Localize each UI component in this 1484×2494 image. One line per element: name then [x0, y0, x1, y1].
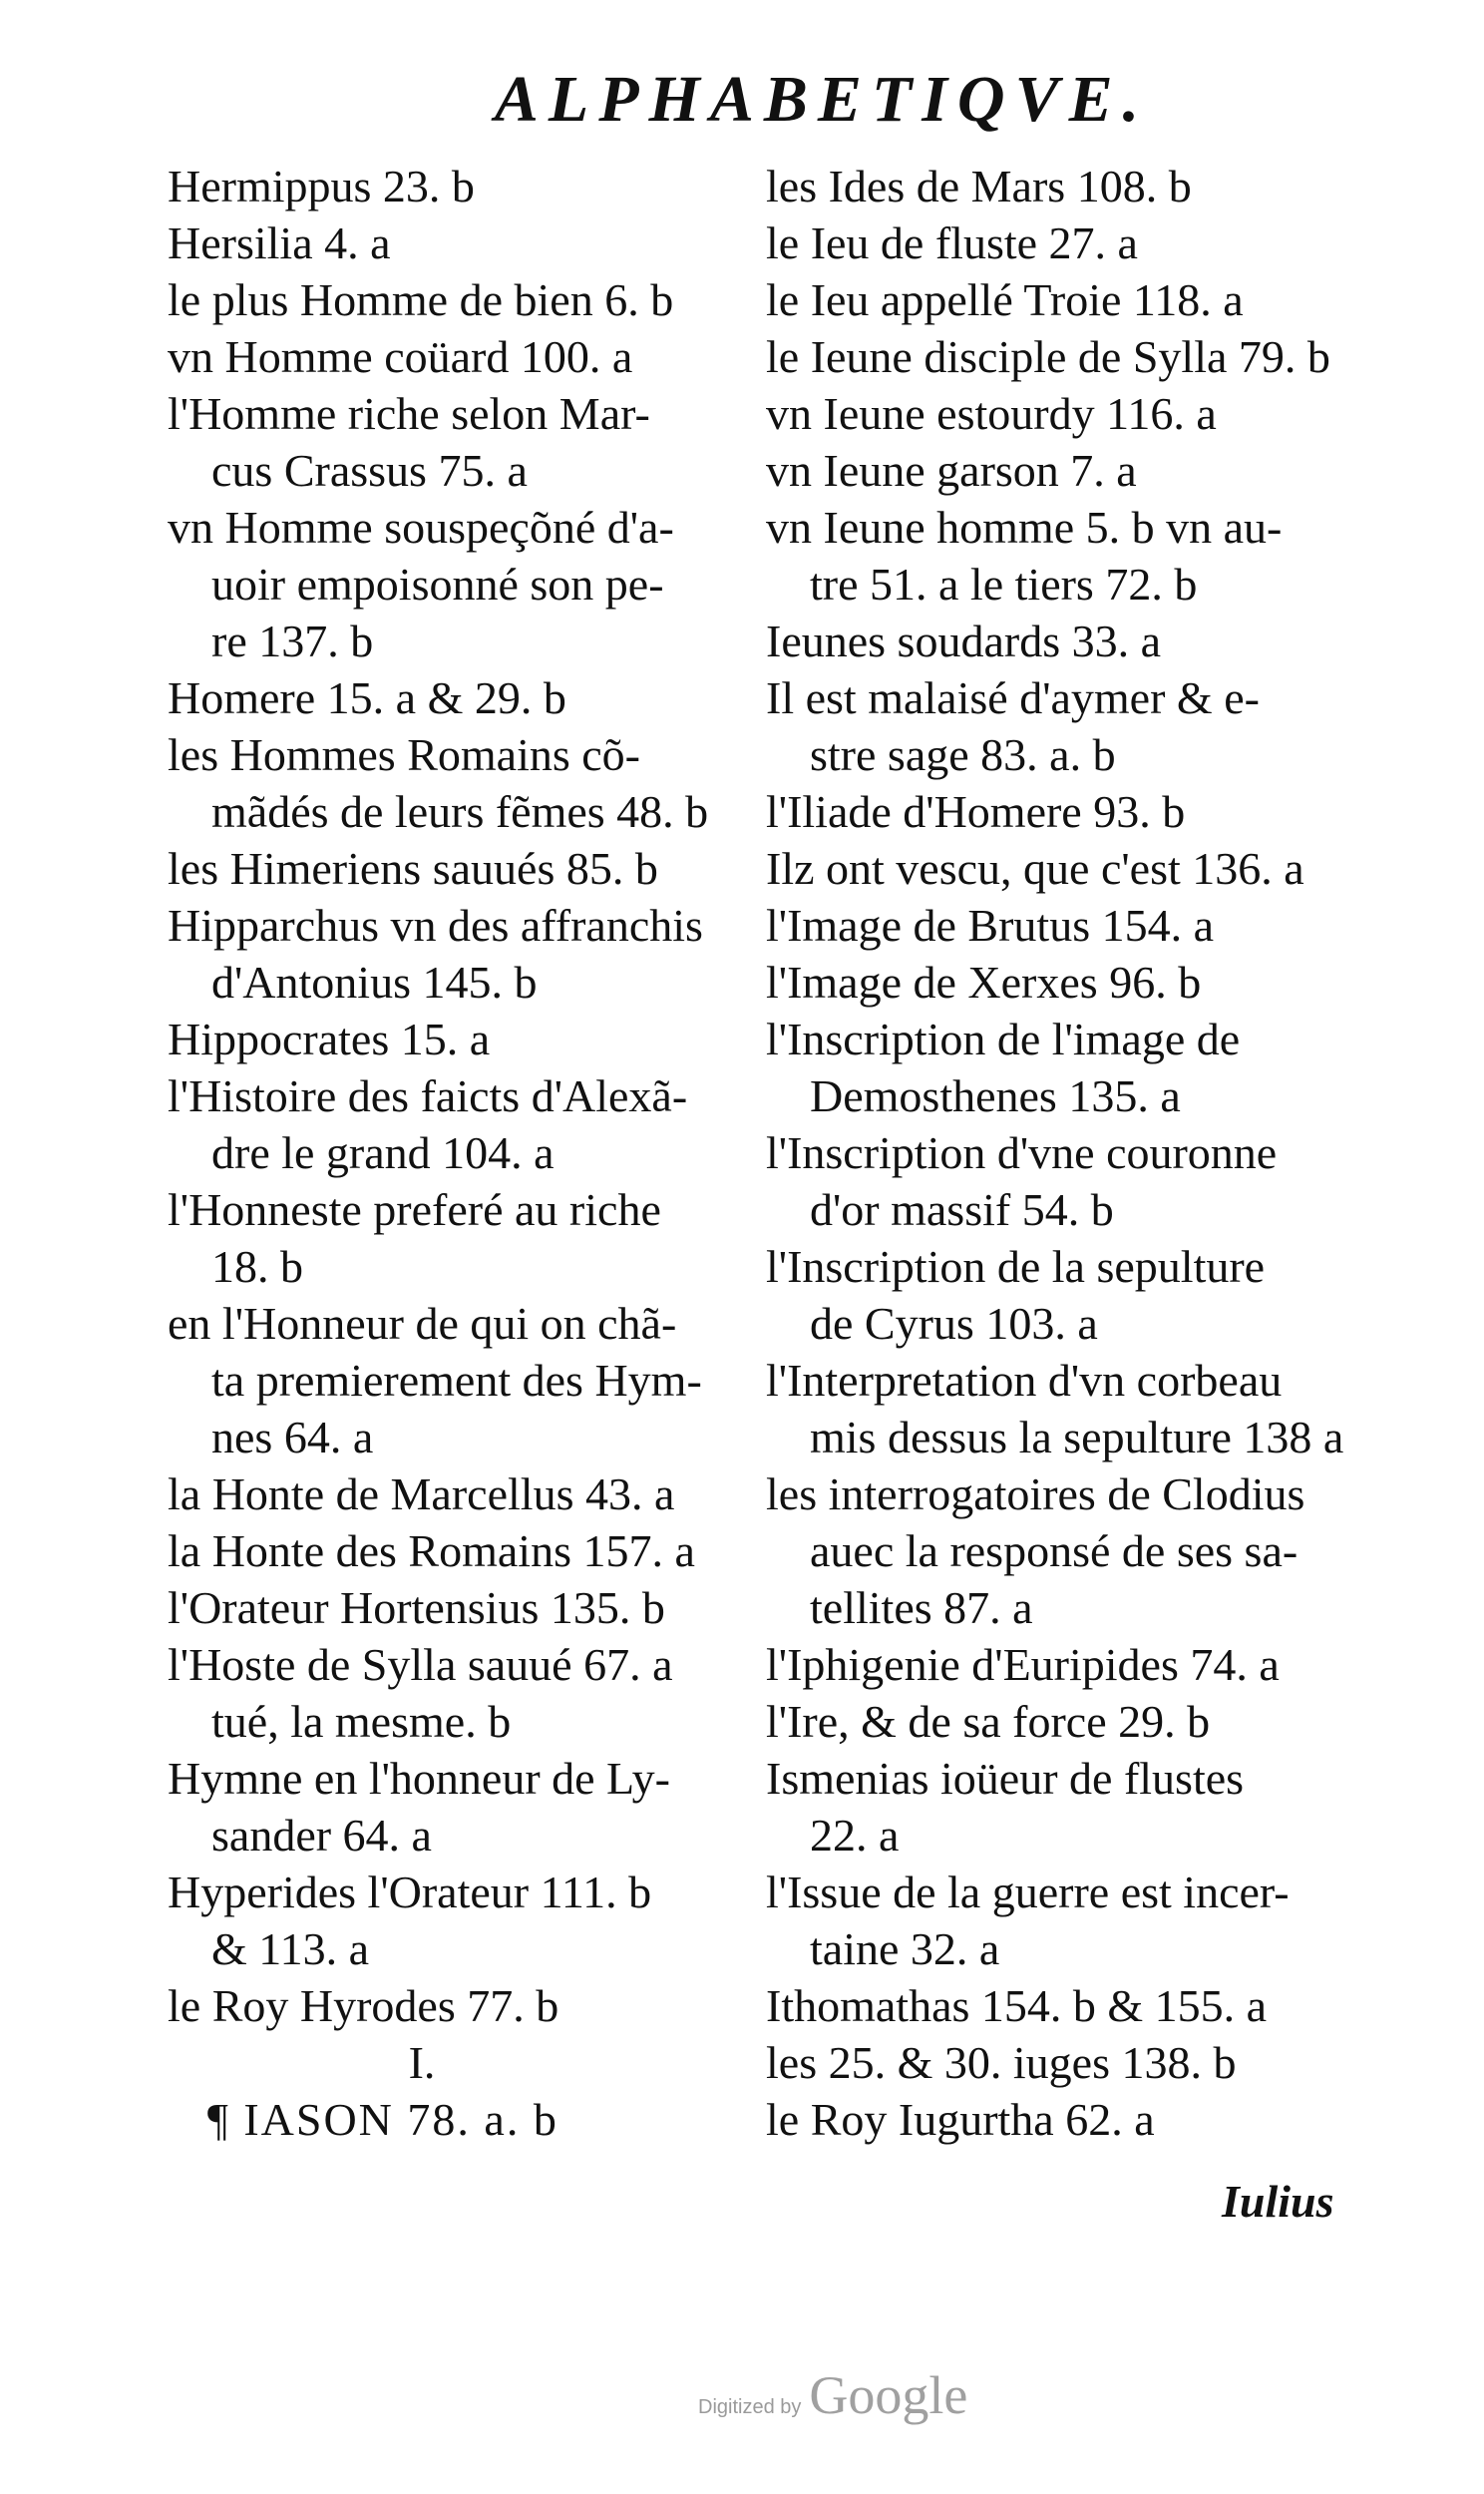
catchword: Iulius — [1222, 2176, 1334, 2227]
index-entry: Hymne en l'honneur de Ly- — [168, 1753, 670, 1804]
index-entry: 22. a — [810, 1810, 900, 1861]
index-entry: l'Image de Xerxes 96. b — [766, 957, 1202, 1008]
index-entry: vn Ieune garson 7. a — [766, 445, 1137, 496]
index-entry: Hippocrates 15. a — [168, 1014, 491, 1064]
index-entry: Homere 15. a & 29. b — [168, 672, 566, 723]
index-entry: l'Iphigenie d'Euripides 74. a — [766, 1639, 1280, 1690]
index-entry: Hipparchus vn des affranchis — [168, 900, 703, 951]
index-entry: l'Hoste de Sylla sauué 67. a — [168, 1639, 673, 1690]
google-logo: Google — [809, 2365, 968, 2425]
index-entry: stre sage 83. a. b — [810, 729, 1116, 780]
index-entry: en l'Honneur de qui on chã- — [168, 1298, 677, 1349]
index-entry: le plus Homme de bien 6. b — [168, 274, 674, 325]
index-entry: Ieunes soudards 33. a — [766, 616, 1162, 666]
index-entry: cus Crassus 75. a — [211, 445, 528, 496]
index-entry: tué, la mesme. b — [211, 1696, 512, 1747]
index-entry: l'Inscription d'vne couronne — [766, 1127, 1278, 1178]
index-entry: l'Interpretation d'vn corbeau — [766, 1355, 1283, 1406]
index-entry: 18. b — [211, 1241, 303, 1292]
index-entry: Demosthenes 135. a — [810, 1070, 1181, 1121]
index-entry: vn Ieune homme 5. b vn au- — [766, 502, 1283, 553]
index-entry: l'Histoire des faicts d'Alexã- — [168, 1070, 688, 1121]
index-entry: les 25. & 30. iuges 138. b — [766, 2037, 1237, 2088]
index-entry: d'Antonius 145. b — [211, 957, 538, 1008]
index-entry: Il est malaisé d'aymer & e- — [766, 672, 1260, 723]
index-column-right — [766, 158, 1364, 2148]
index-entry: l'Iliade d'Homere 93. b — [766, 786, 1186, 837]
index-entry: tellites 87. a — [810, 1582, 1033, 1633]
index-entry: vn Homme souspeçõné d'a- — [168, 502, 674, 553]
index-entry: Hersilia 4. a — [168, 217, 391, 268]
index-entry: les interrogatoires de Clodius — [766, 1468, 1305, 1519]
index-entry: vn Ieune estourdy 116. a — [766, 388, 1217, 439]
index-entry: les Ides de Mars 108. b — [766, 161, 1192, 211]
index-entry: Hermippus 23. b — [168, 161, 475, 211]
digitized-label: Digitized by — [698, 2396, 802, 2418]
index-entry: Ithomathas 154. b & 155. a — [766, 1980, 1268, 2031]
section-letter: I. — [408, 2037, 436, 2088]
index-entry: la Honte des Romains 157. a — [168, 1525, 695, 1576]
index-entry: la Honte de Marcellus 43. a — [168, 1468, 675, 1519]
index-entry: les Hommes Romains cõ- — [168, 729, 640, 780]
index-entry: uoir empoisonné son pe- — [211, 559, 664, 610]
index-entry: mãdés de leurs fẽmes 48. b — [211, 786, 709, 837]
index-entry: taine 32. a — [810, 1923, 1000, 1974]
index-entry: Ismenias ioüeur de flustes — [766, 1753, 1245, 1804]
index-entry: l'Inscription de la sepulture — [766, 1241, 1266, 1292]
index-entry: dre le grand 104. a — [211, 1127, 555, 1178]
index-entry: l'Ire, & de sa force 29. b — [766, 1696, 1211, 1747]
index-entry: vn Homme coüard 100. a — [168, 331, 633, 382]
index-entry: le Roy Iugurtha 62. a — [766, 2094, 1155, 2145]
index-entry: l'Image de Brutus 154. a — [766, 900, 1215, 951]
index-entry: & 113. a — [211, 1923, 369, 1974]
index-entry: l'Inscription de l'image de — [766, 1014, 1241, 1064]
index-entry: re 137. b — [211, 616, 374, 666]
index-entry: l'Orateur Hortensius 135. b — [168, 1582, 665, 1633]
index-entry: l'Issue de la guerre est incer- — [766, 1867, 1290, 1917]
index-entry: mis dessus la sepulture 138 a — [810, 1412, 1344, 1462]
index-entry: sander 64. a — [211, 1810, 432, 1861]
index-entry: d'or massif 54. b — [810, 1184, 1114, 1235]
index-entry: auec la responsé de ses sa- — [810, 1525, 1298, 1576]
index-column-left — [168, 158, 766, 2148]
index-entry: Hyperides l'Orateur 111. b — [168, 1867, 652, 1917]
digitization-footer — [698, 2364, 967, 2426]
index-entry: le Ieu appellé Troie 118. a — [766, 274, 1244, 325]
index-entry: le Ieune disciple de Sylla 79. b — [766, 331, 1330, 382]
index-entry: tre 51. a le tiers 72. b — [810, 559, 1198, 610]
index-entry: ta premierement des Hym- — [211, 1355, 702, 1406]
index-entry: le Ieu de fluste 27. a — [766, 217, 1138, 268]
index-entry: nes 64. a — [211, 1412, 374, 1462]
index-entry: l'Homme riche selon Mar- — [168, 388, 650, 439]
index-entry: les Himeriens sauués 85. b — [168, 843, 658, 894]
index-entry: l'Honneste preferé au riche — [168, 1184, 661, 1235]
index-entry: Ilz ont vescu, que c'est 136. a — [766, 843, 1304, 894]
running-header: ALPHABETIQVE. — [494, 63, 1150, 136]
index-entry: le Roy Hyrodes 77. b — [168, 1980, 559, 2031]
index-entry: ¶ IASON 78. a. b — [207, 2094, 558, 2145]
index-entry: de Cyrus 103. a — [810, 1298, 1098, 1349]
